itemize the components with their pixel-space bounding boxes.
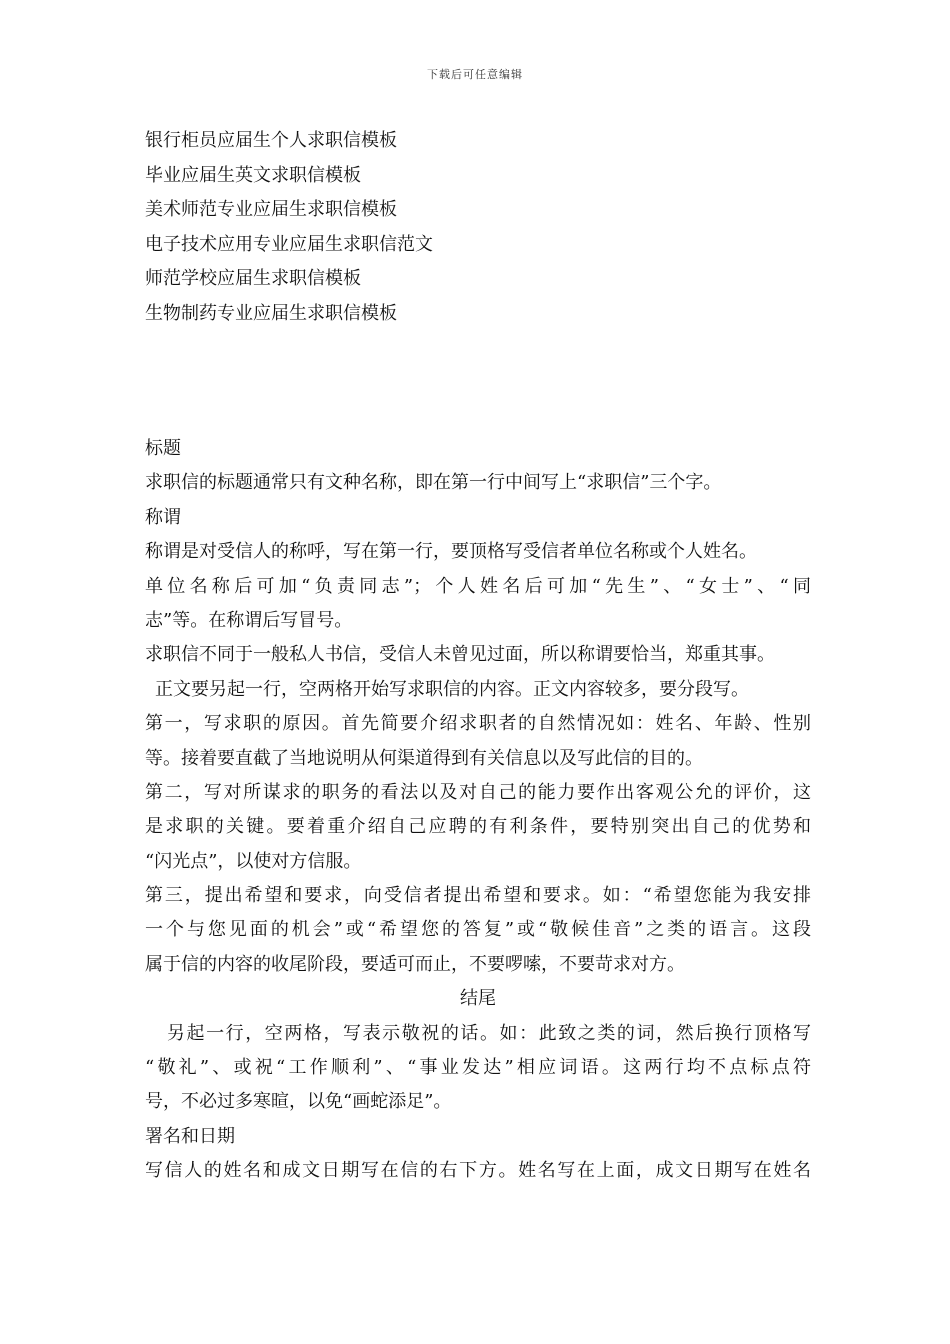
section-heading-title: 标题 [145,438,181,459]
paragraph-line: 等。接着要直截了当地说明从何渠道得到有关信息以及写此信的目的。 [145,747,703,769]
paragraph-line: 第三，提出希望和要求，向受信者提出希望和要求。如：“希望您能为我安排 [145,885,811,907]
paragraph-line: 单位名称后可加“负责同志”；个人姓名后可加“先生”、“女士”、“同 [145,575,811,597]
paragraph-line: 称谓是对受信人的称呼，写在第一行，要顶格写受信者单位名称或个人姓名。 [145,541,757,563]
section-heading-salutation: 称谓 [145,506,181,528]
paragraph-line: “闪光点”，以使对方信服。 [145,850,362,872]
related-links-list [145,124,825,332]
paragraph-line: 正文要另起一行，空两格开始写求职信的内容。正文内容较多，要分段写。 [155,678,749,700]
related-link[interactable]: 美术师范专业应届生求职信模板 [145,199,397,221]
related-link[interactable]: 毕业应届生英文求职信模板 [145,164,361,186]
document-body [145,432,811,1189]
paragraph-line: 是求职的关键。要着重介绍自己应聘的有利条件，要特别突出自己的优势和 [145,816,811,838]
related-link[interactable]: 电子技术应用专业应届生求职信范文 [145,233,433,255]
paragraph-line: 一个与您见面的机会”或“希望您的答复”或“敬候佳音”之类的语言。这段 [145,919,811,941]
paragraph-line: 写信人的姓名和成文日期写在信的右下方。姓名写在上面，成文日期写在姓名 [145,1160,811,1182]
paragraph-line: 号，不必过多寒暄，以免“画蛇添足”。 [145,1091,452,1113]
paragraph-line: “敬礼”、或祝“工作顺利”、“事业发达”相应词语。这两行均不点标点符 [145,1057,811,1079]
paragraph-line: 属于信的内容的收尾阶段，要适可而止，不要啰嗦，不要苛求对方。 [145,953,685,975]
paragraph-line: 第二，写对所谋求的职务的看法以及对自己的能力要作出客观公允的评价，这 [145,781,811,803]
paragraph-line: 另起一行，空两格，写表示敬祝的话。如：此致之类的词，然后换行顶格写 [167,1022,811,1044]
related-link[interactable]: 生物制药专业应届生求职信模板 [145,302,397,324]
related-link[interactable]: 银行柜员应届生个人求职信模板 [145,130,397,151]
paragraph-line: 求职信的标题通常只有文种名称，即在第一行中间写上“求职信”三个字。 [145,472,722,494]
related-link[interactable]: 师范学校应届生求职信模板 [145,268,361,290]
paragraph-line: 求职信不同于一般私人书信，受信人未曾见过面，所以称谓要恰当，郑重其事。 [145,644,775,666]
section-heading-signature: 署名和日期 [145,1125,235,1147]
paragraph-line: 第一，写求职的原因。首先简要介绍求职者的自然情况如：姓名、年龄、性别 [145,713,811,735]
section-heading-ending: 结尾 [460,988,496,1010]
page-header: 下载后可任意编辑 [427,68,523,81]
paragraph-line: 志”等。在称谓后写冒号。 [145,609,353,631]
